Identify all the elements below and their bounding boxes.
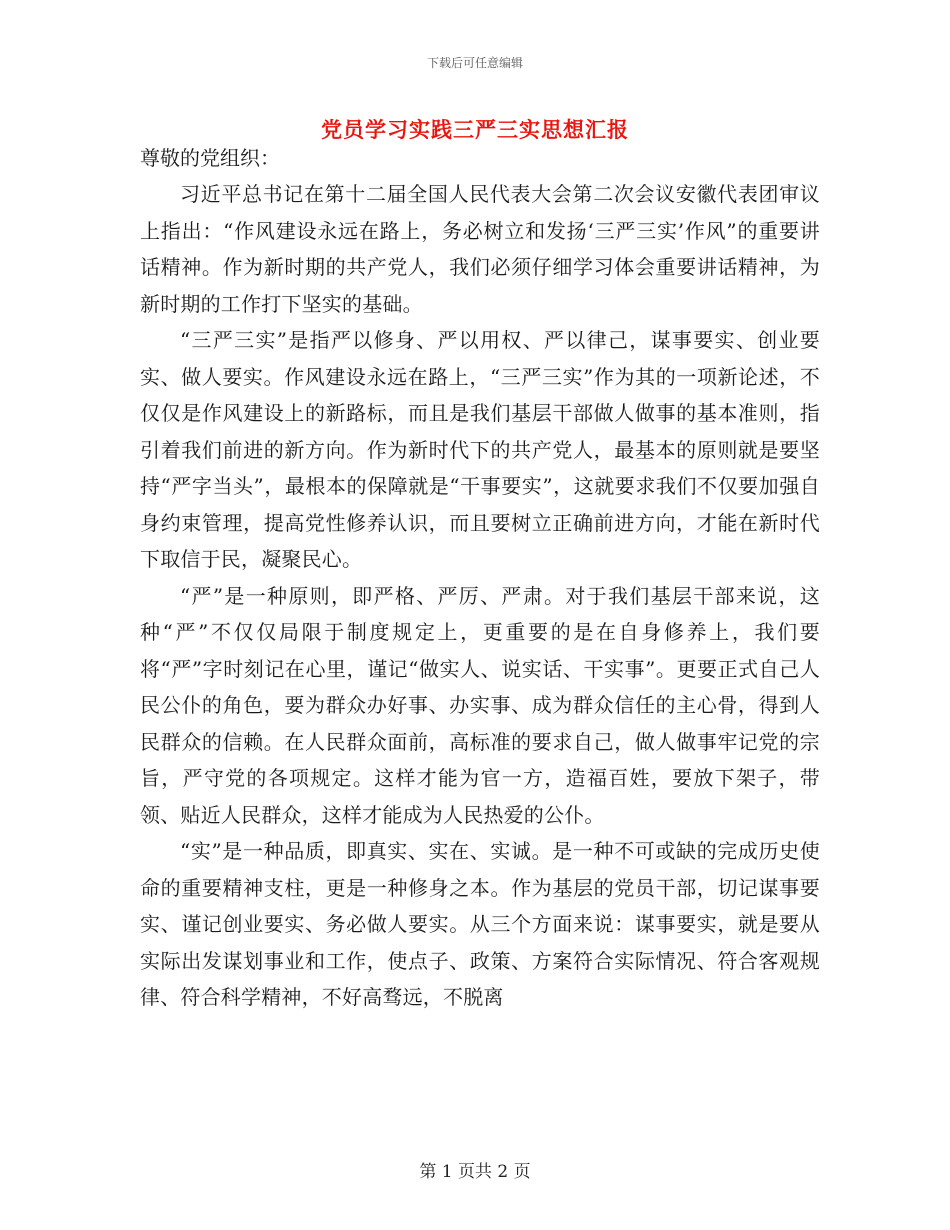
header-note: 下载后可任意编辑	[426, 56, 523, 70]
document-body	[140, 140, 820, 1016]
paragraph-2: “三严三实”是指严以修身、严以用权、严以律己，谋事要实、创业要实、做人要实。作风建设永远在路上，“三严三实”作为其的一项新论述，不仅仅是作风建设上的新路标，而且是我们基层干部做人做事的基本准则，指引着我们前进的新方向。作为新时代下的共产党人，最基本的原则就是要坚持“严字当头”，最根本的保障就是“干事要实”，这就要求我们不仅要加强自身约束管理，提高党性修养认识，而且要树立正确前进方向，才能在新时代下取信于民，凝聚民心。	[140, 328, 820, 571]
paragraph-3: “严”是一种原则，即严格、严厉、严肃。对于我们基层干部来说，这种“严”不仅仅局限于制度规定上，更重要的是在自身修养上，我们要将“严”字时刻记在心里，谨记“做实人、说实话、干实事”。更要正式自己人民公仆的角色，要为群众办好事、办实事、成为群众信任的主心骨，得到人民群众的信赖。在人民群众面前，高标准的要求自己，做人做事牢记党的宗旨，严守党的各项规定。这样才能为官一方，造福百姓，要放下架子，带领、贴近人民群众，这样才能成为人民热爱的公仆。	[140, 583, 820, 827]
document-title: 党员学习实践三严三实思想汇报	[321, 117, 629, 142]
page-number-footer: 第 1 页共 2 页	[419, 1162, 531, 1182]
paragraph-4: “实”是一种品质，即真实、实在、实诚。是一种不可或缺的完成历史使命的重要精神支柱，更是一种修身之本。作为基层的党员干部，切记谋事要实、谨记创业要实、务必做人要实。从三个方面来说：谋事要实，就是要从实际出发谋划事业和工作，使点子、政策、方案符合实际情况、符合客观规律、符合科学精神，不好高骛远，不脱离	[140, 839, 820, 1009]
paragraph-1: 习近平总书记在第十二届全国人民代表大会第二次会议安徽代表团审议上指出：“作风建设永远在路上，务必树立和发扬‘三严三实’作风”的重要讲话精神。作为新时期的共产党人，我们必须仔细学习体会重要讲话精神，为新时期的工作打下坚实的基础。	[140, 182, 820, 316]
salutation: 尊敬的党组织：	[140, 146, 280, 170]
